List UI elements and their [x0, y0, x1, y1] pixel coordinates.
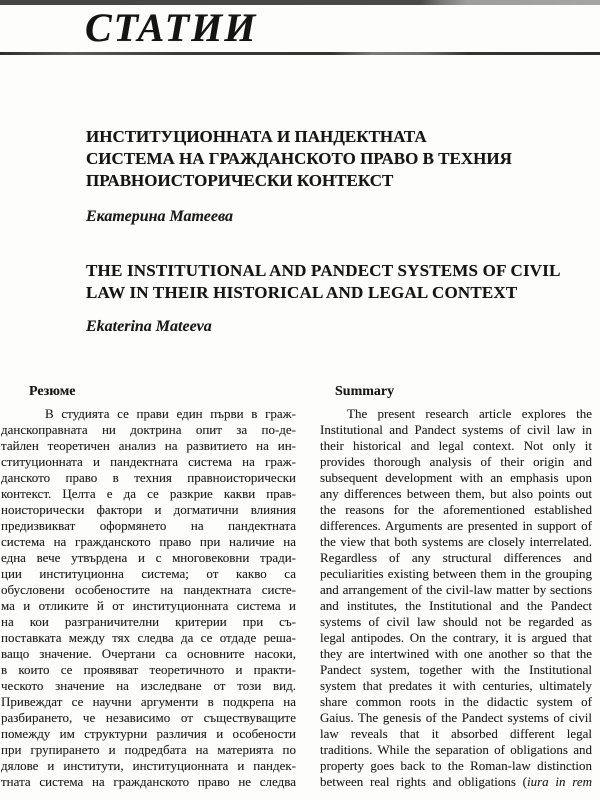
text-line: ноисторически фактори и догматични влияния: [1, 502, 296, 517]
text-line: ма и отликите й от институционната система и: [1, 598, 296, 613]
text-line: differences. Arguments are presented in support of: [320, 518, 592, 533]
abstract-heading-english: Summary: [335, 384, 395, 399]
text-line: обусловени особеностите на пандектната систе-: [1, 582, 296, 597]
text-line: and arrangement of the civil-law matter by sections: [320, 582, 592, 597]
text-line: system that predates it with centuries, ultimately: [320, 678, 592, 693]
text-line: система на гражданското право при наличие на: [1, 534, 296, 549]
text-line: the view that both systems are closely interrelated.: [320, 534, 592, 549]
text-line: предизвикват оформянето на пандектната: [1, 518, 296, 533]
abstract-column-bulgarian: [1, 384, 296, 790]
text-line: ващо значение. Очертани са основните насоки,: [1, 646, 296, 661]
text-line: помежду им структурни различия и особености: [1, 726, 296, 741]
abstract-heading-bulgarian: Резюме: [29, 384, 76, 399]
text-line: THE INSTITUTIONAL AND PANDECT SYSTEMS OF CIVIL: [86, 261, 561, 280]
author-name-english: Ekaterina Mateeva: [86, 318, 212, 335]
text-line: The present research article explores the: [347, 406, 592, 421]
article-title-bulgarian: [86, 126, 586, 192]
text-line: they are intertwined with one another so that the: [320, 646, 592, 661]
text-line: ческото значение на изследване от този вид.: [1, 678, 296, 693]
text-line: share common roots in the didactic system of: [320, 694, 592, 709]
text-line: СИСТЕМА НА ГРАЖДАНСКОТО ПРАВО В ТЕХНИЯ: [86, 149, 512, 168]
text-line: разбирането, че независимо от съществуващите: [1, 710, 296, 725]
text-line: Regardless of any structural differences and: [320, 550, 592, 565]
text-line: ИНСТИТУЦИОННАТА И ПАНДЕКТНАТА: [86, 127, 427, 146]
text-line: systems of civil law should not be regarded as: [320, 614, 592, 629]
text-line: ституционната и пандектната система на граж-: [1, 454, 296, 469]
text-line: between real rights and obligations (iura in rem: [320, 774, 592, 789]
text-line: в които се проявяват теоретичното и практи-: [1, 662, 296, 677]
text-line: тайлен теоретичен анализ на развитието на ин-: [1, 438, 296, 453]
text-line: Institutional and Pandect systems of civil law in: [320, 422, 592, 437]
abstract-column-english: [320, 384, 592, 790]
text-line: тната система на гражданското право не следва: [1, 774, 296, 789]
text-line: данскоправната ни доктрина опит за по-де-: [1, 422, 296, 437]
text-line: peculiarities existing between them in the grouping: [320, 566, 592, 581]
text-line: and institutes, the Institutional and the Pandect: [320, 598, 592, 613]
text-line: ции институционна система; от какво са: [1, 566, 296, 581]
article-title-english: [86, 260, 596, 304]
text-line: subsequent development with an emphasis upon: [320, 470, 592, 485]
journal-section-masthead: СТАТИИ: [85, 5, 258, 50]
text-line: данското право в техния правноисторически: [1, 470, 296, 485]
text-line: ПРАВНОИСТОРИЧЕСКИ КОНТЕКСТ: [86, 171, 394, 190]
text-line: the reasons for the aforementioned established: [320, 502, 592, 517]
text-line: their historical and legal context. Not only it: [320, 438, 592, 453]
text-line: В студията се прави един първи в граж-: [45, 406, 296, 421]
text-line: при групирането и подредбата на материята по: [1, 742, 296, 757]
text-line: контекст. Целта е да се разкрие какви прав-: [1, 486, 296, 501]
text-line: law reveals that it absorbed different legal: [320, 726, 592, 741]
text-line: legal antipodes. On the contrary, it is argued that: [320, 630, 592, 645]
text-line: Привеждат се научни аргументи в подкрепа на: [1, 694, 296, 709]
text-line: на кои разграничителни критерии при съ-: [1, 614, 296, 629]
text-line: property goes back to the Roman-law distinction: [320, 758, 592, 773]
text-line: Gaius. The genesis of the Pandect systems of civil: [320, 710, 592, 725]
text-line: traditions. While the separation of obligations and: [320, 742, 592, 757]
text-line: any differences between them, but also points out: [320, 486, 592, 501]
abstract-text-bulgarian: [1, 406, 296, 790]
author-name-bulgarian: Екатерина Матеева: [86, 208, 233, 225]
text-line: Pandect system, together with the Institutional: [320, 662, 592, 677]
masthead-divider-rule: [0, 52, 600, 55]
text-line: поставката между тях следва да се отдаде реша-: [1, 630, 296, 645]
text-line: дялове и институти, институционната и пандек-: [1, 758, 296, 773]
abstract-text-english: [320, 406, 592, 790]
text-line: provides thorough analysis of their origin and: [320, 454, 592, 469]
text-line: LAW IN THEIR HISTORICAL AND LEGAL CONTEXT: [86, 283, 518, 302]
text-line: една вече утвърдена и с многовековни тради-: [1, 550, 296, 565]
